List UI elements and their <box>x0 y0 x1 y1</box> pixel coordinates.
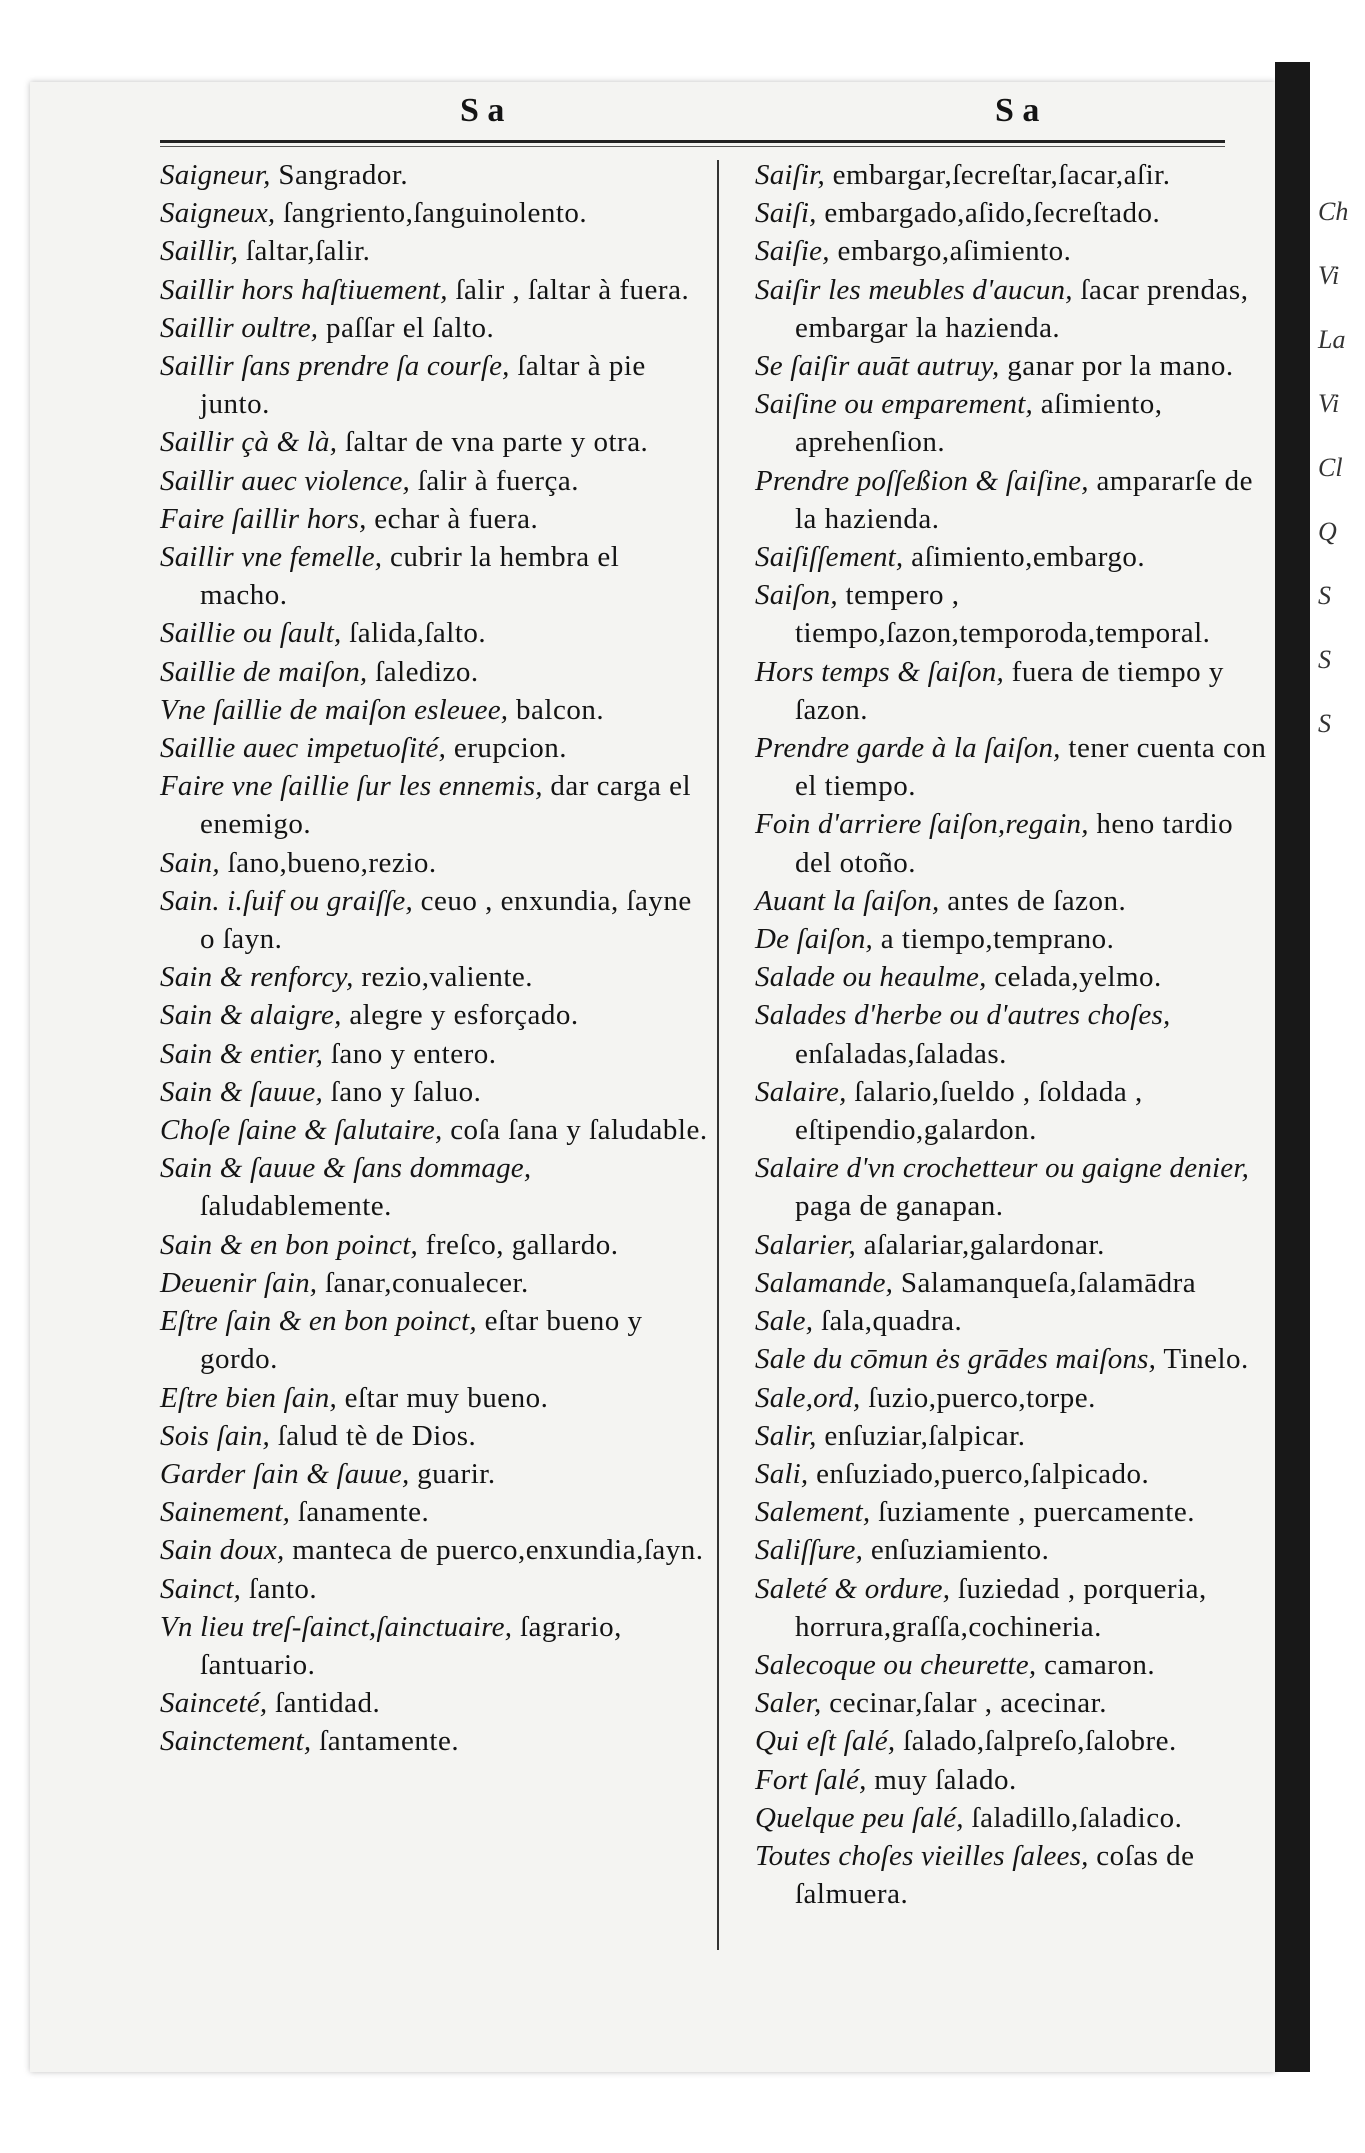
entry-headword: Sain, <box>160 846 220 879</box>
dictionary-entry <box>755 882 1275 920</box>
adjacent-page-fragment: Vi <box>1318 261 1340 290</box>
entry-definition: aſimiento,embargo. <box>903 541 1146 574</box>
entry-headword: Saillir, <box>160 235 239 268</box>
dictionary-entry <box>755 156 1275 194</box>
entry-headword: Eſtre ſain & en bon poinct, <box>160 1305 477 1338</box>
entry-headword: Salamande, <box>755 1266 894 1299</box>
dictionary-entry <box>160 1379 710 1417</box>
entry-definition: ſangriento,ſanguinolento. <box>275 197 588 230</box>
entry-definition: cecinar,ſalar , acecinar. <box>821 1687 1107 1720</box>
dictionary-entry <box>755 1722 1275 1760</box>
entry-headword: Saiſine ou emparement, <box>755 388 1033 421</box>
entry-headword: Choſe ſaine & ſalutaire, <box>160 1114 443 1147</box>
page-spine-shadow <box>1275 62 1310 2072</box>
entry-definition: ſaltar à pie junto. <box>200 350 646 421</box>
entry-definition: ſanamente. <box>290 1496 430 1529</box>
entry-definition: ſalir à fuerça. <box>410 464 580 497</box>
dictionary-entry <box>160 1111 710 1149</box>
entry-definition: embargar,ſecreſtar,ſacar,aſir. <box>824 159 1171 191</box>
entry-definition: rezio,valiente. <box>353 961 534 994</box>
dictionary-entry <box>160 1493 710 1531</box>
entry-headword: Qui eſt ſalé, <box>755 1725 896 1758</box>
entry-headword: Saillir ſans prendre ſa courſe, <box>160 350 510 383</box>
dictionary-entry <box>755 576 1275 652</box>
adjacent-page-fragment: Cl <box>1318 453 1343 482</box>
dictionary-entry <box>160 1035 710 1073</box>
entry-headword: Sale, <box>755 1305 814 1338</box>
dictionary-entry <box>755 805 1275 881</box>
left-column <box>160 156 710 1761</box>
entry-definition: a tiempo,temprano. <box>873 923 1115 956</box>
entry-headword: Salaire, <box>755 1075 847 1108</box>
dictionary-entry <box>160 1570 710 1608</box>
entry-headword: Quelque peu ſalé, <box>755 1801 964 1834</box>
entry-headword: Saillie auec impetuoſité, <box>160 732 447 765</box>
entry-definition: ſaltar de vna parte y otra. <box>337 426 649 459</box>
entry-headword: Sainct, <box>160 1572 242 1605</box>
adjacent-page-fragment: S <box>1318 709 1331 738</box>
dictionary-entry <box>755 1570 1275 1646</box>
entry-headword: Saigneur, <box>160 159 271 191</box>
dictionary-entry <box>755 920 1275 958</box>
dictionary-entry <box>160 347 710 423</box>
entry-headword: Salades d'herbe ou d'autres choſes, <box>755 999 1171 1032</box>
entry-headword: Saiſir, <box>755 159 825 191</box>
header-rule <box>160 140 1225 143</box>
entry-definition: ſuziedad , porqueria, horrura,graſſa,cochineria. <box>795 1572 1207 1643</box>
entry-headword: Saillir oultre, <box>160 311 319 344</box>
entry-headword: Sain & en bon poinct, <box>160 1228 418 1261</box>
dictionary-entry <box>160 958 710 996</box>
dictionary-entry <box>160 1073 710 1111</box>
entry-headword: Garder ſain & ſauue, <box>160 1457 410 1490</box>
entry-definition: ſagrario, ſantuario. <box>200 1610 622 1681</box>
adjacent-page-edge <box>1318 180 1358 980</box>
entry-headword: Hors temps & ſaiſon, <box>755 655 1004 688</box>
entry-headword: Saillie ou ſault, <box>160 617 342 650</box>
dictionary-entry <box>160 1684 710 1722</box>
entry-definition: ſaludablemente. <box>200 1190 392 1223</box>
entry-definition: fuera de tiempo y ſazon. <box>795 655 1224 726</box>
entry-headword: Saigneux, <box>160 197 276 230</box>
right-column <box>755 156 1275 1913</box>
dictionary-entry <box>755 996 1275 1072</box>
entry-headword: Faire ſaillir hors, <box>160 502 367 535</box>
entry-definition: ſalida,ſalto. <box>341 617 487 650</box>
entry-headword: Saillir vne femelle, <box>160 541 383 574</box>
entry-headword: Saillir auec violence, <box>160 464 411 497</box>
entry-headword: Saiſir les meubles d'aucun, <box>755 273 1073 306</box>
dictionary-entry <box>755 1837 1275 1913</box>
entry-headword: Vn lieu treſ-ſainct,ſainctuaire, <box>160 1610 513 1643</box>
entry-headword: Sainement, <box>160 1496 291 1529</box>
entry-definition: balcon. <box>508 693 605 726</box>
entry-headword: Saiſi, <box>755 197 817 230</box>
column-divider <box>717 160 719 1950</box>
entry-headword: Saillir çà & là, <box>160 426 338 459</box>
adjacent-page-fragment: Q <box>1318 517 1337 546</box>
dictionary-entry <box>755 232 1275 270</box>
entry-headword: De ſaiſon, <box>755 923 873 956</box>
entry-definition: ſantidad. <box>267 1687 381 1720</box>
entry-definition: enſuziar,ſalpicar. <box>816 1419 1026 1452</box>
dictionary-entry <box>755 1493 1275 1531</box>
entry-definition: embargo,aſimiento. <box>829 235 1072 268</box>
dictionary-entry <box>755 1455 1275 1493</box>
entry-definition: ſuziamente , puercamente. <box>870 1496 1195 1529</box>
entry-headword: Sain. i.ſuif ou graiſſe, <box>160 884 413 917</box>
dictionary-entry <box>160 1264 710 1302</box>
running-headers <box>150 92 1250 132</box>
adjacent-page-fragment: S <box>1318 645 1331 674</box>
entry-definition: freſco, gallardo. <box>417 1228 619 1261</box>
entry-headword: Salarier, <box>755 1228 856 1261</box>
entry-definition: cubrir la hembra el macho. <box>200 541 620 612</box>
entry-definition: ſalado,ſalpreſo,ſalobre. <box>895 1725 1177 1758</box>
dictionary-entry <box>160 996 710 1034</box>
entry-headword: Toutes choſes vieilles ſalees, <box>755 1839 1089 1872</box>
entry-headword: Sois ſain, <box>160 1419 270 1452</box>
dictionary-entry <box>160 462 710 500</box>
dictionary-entry <box>160 423 710 461</box>
entry-headword: Sainctement, <box>160 1725 312 1758</box>
dictionary-entry <box>755 1684 1275 1722</box>
dictionary-entry <box>160 729 710 767</box>
entry-headword: Sain doux, <box>160 1534 285 1567</box>
dictionary-entry <box>160 271 710 309</box>
entry-headword: Sain & ſauue, <box>160 1075 323 1108</box>
entry-definition: ceuo , enxundia, ſayne o ſayn. <box>200 884 692 956</box>
adjacent-page-fragment: Ch <box>1318 197 1349 226</box>
header-rule-thin <box>160 146 1225 147</box>
entry-definition: eſtar muy bueno. <box>336 1381 549 1414</box>
dictionary-entry <box>160 844 710 882</box>
entry-headword: Sain & alaigre, <box>160 999 342 1032</box>
entry-definition: celada,yelmo. <box>986 961 1162 994</box>
adjacent-page-fragment: S <box>1318 581 1331 610</box>
entry-headword: Prendre garde à la ſaiſon, <box>755 732 1061 765</box>
dictionary-entry <box>755 462 1275 538</box>
dictionary-entry <box>160 1608 710 1684</box>
entry-definition: ſano y ſaluo. <box>322 1075 482 1108</box>
entry-definition: coſas de ſalmuera. <box>795 1839 1195 1911</box>
dictionary-entry <box>755 538 1275 576</box>
dictionary-entry <box>160 232 710 270</box>
entry-definition: Sangrador. <box>270 159 409 191</box>
entry-definition: ſaledizo. <box>367 655 479 688</box>
dictionary-entry <box>160 1455 710 1493</box>
dictionary-entry <box>160 653 710 691</box>
entry-definition: ganar por la mano. <box>999 350 1234 383</box>
entry-definition: coſa ſana y ſaludable. <box>442 1114 708 1147</box>
entry-headword: Vne ſaillie de maiſon esleuee, <box>160 693 509 726</box>
entry-definition: camaron. <box>1036 1648 1156 1681</box>
dictionary-entry <box>160 194 710 232</box>
entry-definition: enſuziado,puerco,ſalpicado. <box>808 1457 1150 1490</box>
entry-headword: Salir, <box>755 1419 817 1452</box>
dictionary-entry <box>755 1226 1275 1264</box>
dictionary-entry <box>755 194 1275 232</box>
entry-definition: aſalariar,galardonar. <box>855 1228 1105 1261</box>
entry-headword: Saiſiſſement, <box>755 541 904 574</box>
entry-definition: enſuziamiento. <box>863 1534 1050 1567</box>
entry-headword: Saillir hors haſtiuement, <box>160 273 448 306</box>
entry-definition: erupcion. <box>446 732 568 765</box>
entry-definition: embargado,aſido,ſecreſtado. <box>816 197 1161 230</box>
entry-headword: Sain & entier, <box>160 1037 324 1070</box>
entry-definition: Tinelo. <box>1156 1343 1249 1376</box>
entry-definition: manteca de puerco,enxundia,ſayn. <box>284 1534 704 1567</box>
dictionary-entry <box>160 767 710 843</box>
entry-headword: Saillie de maiſon, <box>160 655 368 688</box>
entry-definition: ſaladillo,ſaladico. <box>963 1801 1183 1834</box>
dictionary-entry <box>160 309 710 347</box>
dictionary-entry <box>755 347 1275 385</box>
entry-definition: ſaltar,ſalir. <box>238 235 371 268</box>
entry-headword: Sale du cōmun ės grādes maiſons, <box>755 1343 1157 1376</box>
adjacent-page-fragment: La <box>1318 325 1346 354</box>
entry-headword: Sain & renforcy, <box>160 961 354 994</box>
dictionary-entry <box>160 1302 710 1378</box>
entry-definition: ſalud tè de Dios. <box>269 1419 477 1452</box>
left-running-head: S a <box>460 92 505 129</box>
entry-definition: ſuzio,puerco,torpe. <box>860 1381 1096 1414</box>
dictionary-entry <box>755 1264 1275 1302</box>
entry-definition: ſano,bueno,rezio. <box>219 846 437 879</box>
dictionary-entry <box>755 958 1275 996</box>
entry-headword: Salecoque ou cheurette, <box>755 1648 1037 1681</box>
entry-definition: heno tardio del otoño. <box>795 808 1234 879</box>
entry-headword: Eſtre bien ſain, <box>160 1381 337 1414</box>
dictionary-entry <box>755 1379 1275 1417</box>
dictionary-entry <box>160 614 710 652</box>
entry-definition: alegre y esforçado. <box>341 999 579 1032</box>
entry-definition: ſanar,conualecer. <box>317 1266 529 1299</box>
entry-headword: Auant la ſaiſon, <box>755 884 940 917</box>
entry-definition: ſanto. <box>241 1572 318 1605</box>
entry-definition: ampararſe de la hazienda. <box>795 464 1253 535</box>
dictionary-entry <box>160 1722 710 1760</box>
entry-headword: Saiſon, <box>755 579 838 612</box>
entry-headword: Saleté & ordure, <box>755 1572 951 1605</box>
entry-headword: Prendre poſſeßion & ſaiſine, <box>755 464 1089 497</box>
entry-headword: Se ſaiſir auāt autruy, <box>755 350 1000 383</box>
dictionary-entry <box>160 538 710 614</box>
right-running-head: S a <box>995 92 1040 129</box>
entry-headword: Sainceté, <box>160 1687 268 1720</box>
entry-headword: Saler, <box>755 1687 822 1720</box>
entry-definition: paga de ganapan. <box>795 1190 1004 1223</box>
entry-headword: Deuenir ſain, <box>160 1266 318 1299</box>
dictionary-entry <box>160 156 710 194</box>
adjacent-page-fragment: Vi <box>1318 389 1340 418</box>
dictionary-entry <box>755 385 1275 461</box>
dictionary-entry <box>160 691 710 729</box>
entry-headword: Fort ſalé, <box>755 1763 867 1796</box>
dictionary-entry <box>755 1302 1275 1340</box>
dictionary-entry <box>755 729 1275 805</box>
entry-definition: enſaladas,ſaladas. <box>795 1037 1007 1070</box>
dictionary-entry <box>755 1531 1275 1569</box>
entry-definition: guarir. <box>409 1457 496 1490</box>
dictionary-entry <box>160 1417 710 1455</box>
entry-definition: echar à fuera. <box>366 502 539 535</box>
entry-headword: Foin d'arriere ſaiſon,regain, <box>755 808 1089 841</box>
dictionary-entry <box>755 1417 1275 1455</box>
entry-definition: ſalir , ſaltar à fuera. <box>447 273 690 306</box>
entry-definition: dar carga el enemigo. <box>200 770 692 841</box>
dictionary-entry <box>160 882 710 958</box>
entry-headword: Faire vne ſaillie ſur les ennemis, <box>160 770 543 803</box>
entry-definition: ſantamente. <box>311 1725 460 1758</box>
entry-headword: Salement, <box>755 1496 871 1529</box>
dictionary-entry <box>160 1149 710 1225</box>
dictionary-entry <box>755 271 1275 347</box>
dictionary-entry <box>160 1226 710 1264</box>
dictionary-entry <box>755 1149 1275 1225</box>
dictionary-entry <box>755 1340 1275 1378</box>
dictionary-entry <box>755 1073 1275 1149</box>
entry-definition: eſtar bueno y gordo. <box>200 1305 643 1376</box>
entry-definition: ſacar prendas, embargar la hazienda. <box>795 273 1249 344</box>
dictionary-entry <box>160 1531 710 1569</box>
dictionary-entry <box>160 500 710 538</box>
entry-definition: tempero , tiempo,ſazon,temporoda,temporal. <box>795 579 1211 650</box>
entry-definition: Salamanqueſa,ſalamādra <box>893 1266 1197 1299</box>
entry-headword: Sali, <box>755 1457 809 1490</box>
entry-headword: Salade ou heaulme, <box>755 961 987 994</box>
entry-headword: Saiſie, <box>755 235 830 268</box>
entry-headword: Sale,ord, <box>755 1381 861 1414</box>
entry-definition: antes de ſazon. <box>939 884 1127 917</box>
entry-definition: muy ſalado. <box>866 1763 1017 1796</box>
entry-headword: Saliſſure, <box>755 1534 864 1567</box>
entry-definition: ſano y entero. <box>323 1037 497 1070</box>
dictionary-entry <box>755 1646 1275 1684</box>
entry-headword: Sain & ſauue & ſans dommage, <box>160 1152 532 1185</box>
dictionary-entry <box>755 1761 1275 1799</box>
entry-definition: ſala,quadra. <box>813 1305 963 1338</box>
entry-definition: paſſar el ſalto. <box>318 311 495 344</box>
entry-headword: Salaire d'vn crochetteur ou gaigne denier, <box>755 1152 1250 1185</box>
entry-definition: ſalario,ſueldo , ſoldada , eſtipendio,galardon. <box>795 1075 1143 1147</box>
dictionary-entry <box>755 1799 1275 1837</box>
entry-definition: tener cuenta con el tiempo. <box>795 732 1267 803</box>
entry-definition: aſimiento, aprehenſion. <box>795 388 1163 459</box>
dictionary-entry <box>755 653 1275 729</box>
